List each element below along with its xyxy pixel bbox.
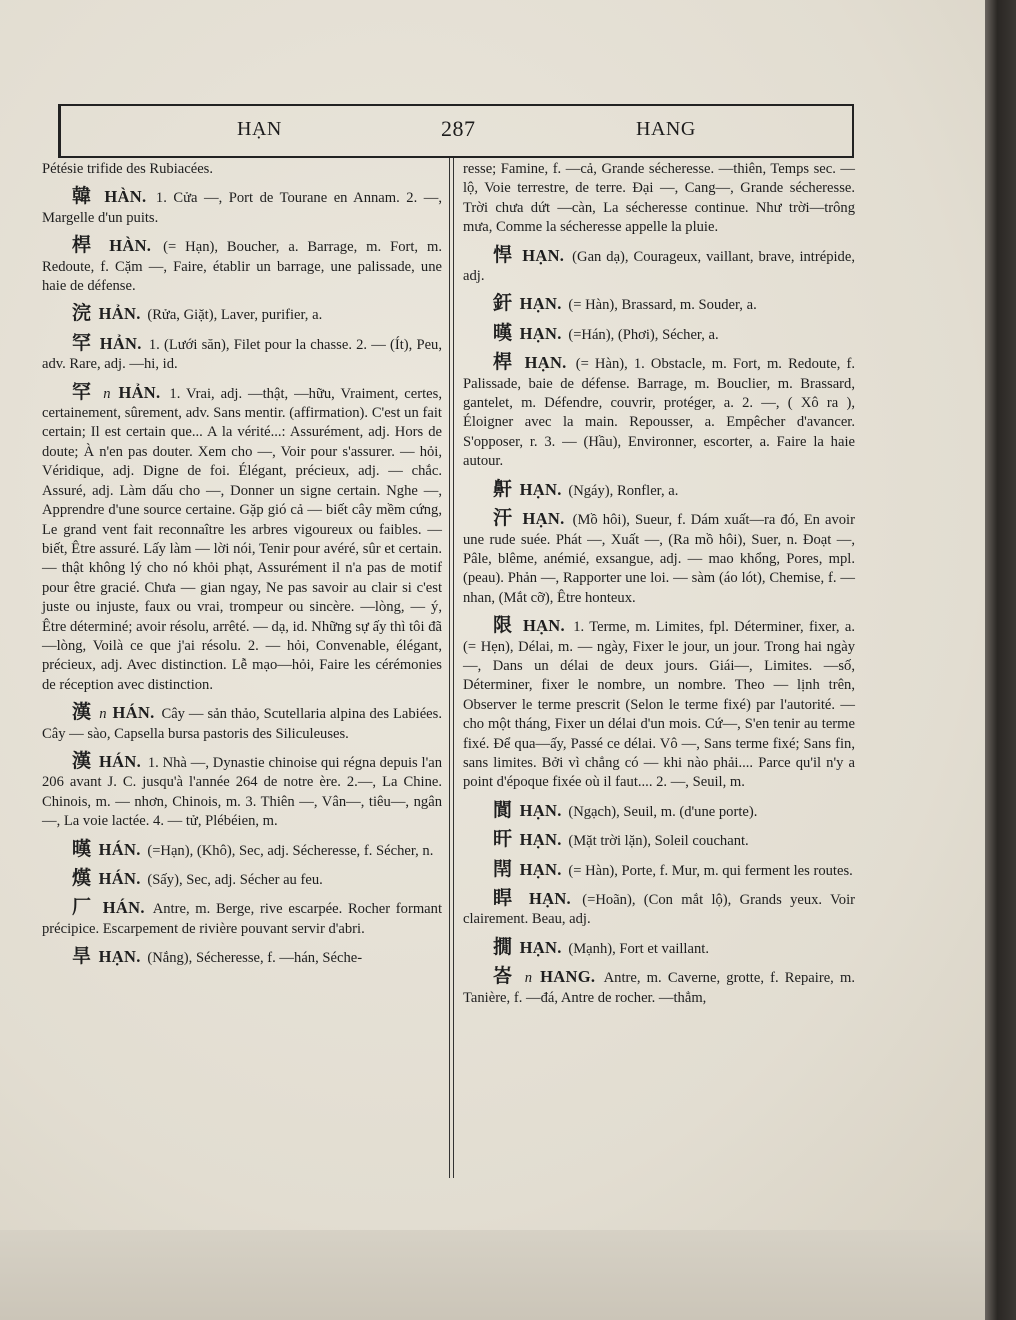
headword: HÁN. [98,839,141,859]
dictionary-entry [463,509,855,608]
dictionary-entry [42,749,442,832]
dictionary-entry [42,331,442,375]
dictionary-entry [463,830,855,851]
entry-definition: 1. Terme, m. Limites, fpl. Déterminer, fixer, a. (= Hẹn), Délai, m. — ngày, Fixer le jour, un jour. Trong hai ngày—, Dans un délai de deux jours. Giái—, Limites. —số, Déterminer, fixer le nombre, un nombre. Theo — lịnh trên, Observer le terme prescrit (Selon le terme fixé) par l'autorité. —cho một tháng, Fixer un délai d'un mois. Cứ—, S'en tenir au terme fixé. Để qua—ấy, Passé ce délai. Vô —, Sans terme fixé; Sans fin, sans limites. Bởi vì chẳng có — khi nào phải.... Parce qu'il n'y a point d'époque fixée où il faut.... 2. —, Seuil, m. [463,619,855,791]
dictionary-entry [42,837,442,861]
chinese-character: 罕 [72,380,94,403]
left-column [42,160,442,977]
headword: HẠN. [519,479,562,499]
headword: HÀN. [104,187,147,207]
chinese-character: 限 [493,614,514,637]
page-number: 287 [441,116,476,141]
headword: HẠN. [522,245,565,265]
chinese-character: 浣 [72,302,92,325]
headword: HÁN. [102,898,145,918]
entry-definition: (=Hoãn), (Con mắt lộ), Grands yeux. Voir clairement. Beau, adj. [463,892,855,928]
entry-definition: (Mặt trời lặn), Soleil couchant. [568,833,749,850]
entry-definition: (Mạnh), Fort et vaillant. [568,940,709,957]
dictionary-entry [42,869,442,890]
dictionary-entry [463,477,855,501]
entry-definition: Cây — sản thảo, Scutellaria alpina des Labiées. Cây — sào, Capsella bursa pastoris des Siliculeuses. [42,706,442,742]
dictionary-entry [42,236,442,296]
headword: HANG. [540,967,596,987]
dictionary-entry [463,353,855,471]
headword: HẠN. [528,889,571,908]
entry-definition: (Gan dạ), Courageux, vaillant, brave, intrépide, adj. [463,248,855,285]
entry-definition: 1. (Lưới săn), Filet pour la chasse. 2. — (Ít), Peu, adv. Rare, adj. —hi, id. [42,336,442,373]
entry-definition: (Mồ hôi), Sueur, f. Dám xuất—ra đó, En avoir une rude suée. Phát —, Xuất —, (Ra mồ hôi), Suer, n. Đoạt —, Pâle, blême, anémié, exsangue, adj. — mao khổng, Pores, mpl. (peau). Phản —, Rapporter une loi. — sàm (áo lót), Chemise, f. —nhan, (Mắt cỡ), Être honteux. [463,512,855,606]
headword: HẢN. [118,382,161,402]
chinese-character: 桿 [493,351,515,374]
running-header [58,104,854,158]
chinese-character: 熯 [72,867,92,889]
headword: HÁN. [98,869,141,888]
dictionary-entry [463,967,855,1008]
headword: HẠN. [522,616,565,636]
dictionary-entry [42,187,442,228]
headword: HẠN. [524,353,567,373]
column-divider [449,158,454,1178]
headword: HẢN. [98,304,141,324]
dictionary-entry [463,321,855,345]
chinese-character: 撊 [493,935,513,958]
chinese-character: 厂 [72,896,94,919]
dictionary-entry [463,935,855,959]
headword: HÁN. [99,751,141,771]
chinese-character: 閈 [493,857,513,880]
entry-definition: 1. Cửa —, Port de Tourane en Annam. 2. —, Margelle d'un puits. [42,190,442,226]
entry-definition: (Ngạch), Seuil, m. (d'une porte). [568,803,758,820]
entry-definition: (Rửa, Giặt), Laver, purifier, a. [147,307,323,324]
chinese-character: 桿 [72,234,97,257]
dictionary-entry [463,889,855,930]
dictionary-entry [463,616,855,793]
dictionary-entry [463,243,855,287]
entry-definition: Antre, m. Berge, rive escarpée. Rocher formant précipice. Escarpement de rivière pouvant servir d'abri. [42,901,443,937]
headword: HẠN. [519,937,562,957]
entry-marker: n [524,970,532,987]
entry-definition: (= Hàn), Porte, f. Mur, m. qui ferment les routes. [568,862,853,879]
entry-definition: (Ngáy), Ronfler, a. [568,482,679,499]
dictionary-entry [42,898,442,939]
entry-marker: n [99,706,107,723]
chinese-character: 漢 [72,701,92,724]
chinese-character: 睅 [493,887,517,909]
entry-definition: (Nắng), Sécheresse, f. —hán, Séche- [147,950,363,967]
chinese-character: 暵 [72,837,92,860]
headword: HẠN. [522,509,565,529]
dictionary-entry [463,798,855,822]
headword: HÀN. [109,236,152,256]
chinese-character: 閬 [493,798,513,821]
entry-definition: (= Hàn), Brassard, m. Souder, a. [568,297,757,314]
entry-marker: n [103,385,111,402]
dictionary-entry [463,857,855,881]
page-bottom-margin [0,1230,985,1320]
headword: HẠN. [519,800,562,820]
headword: HẠN. [519,830,562,850]
entry-definition: (= Hạn), Boucher, a. Barrage, m. Fort, m. Redoute, f. Cặm —, Faire, établir un barrage, une palissade, une haie de défense. [42,239,442,295]
chinese-character: 漢 [72,749,92,772]
chinese-character: 暵 [493,321,513,344]
chinese-character: 汗 [493,507,514,530]
chinese-character: 釬 [493,292,513,315]
entry-definition: 1. Vrai, adj. —thật, —hữu, Vraiment, certes, certainement, sûrement, adv. Sans mentir. (affirmation). C'est un fait certain; Il est certain que... A la vérité...: Assurément, adj. Hors de doute; À n'en pas douter. Xem cho —, Voir pour s'assurer. — hỏi, Véridique, adj. Digne de foi. Élégant, précieux, adj. — chắc. Assuré, adj. Làm dấu cho —, Donner un signe certain. Nghe —, Apprendre d'une source certaine. Gặp gió cả — biết cây mềm cứng, Le grand vent fait reconnaître les arbres vigoureux ou faibles. — biết, Être assuré. Lấy làm — lời nói, Tenir pour avéré, sûr et certain. — thật không lý cho nó khỏi phạt, Assurément il n'a pas de motif pour être gracié. Chưa — gian ngay, Ne pas savoir au clair si c'est juste ou injuste, faux ou vrai, trompeur ou sincère. —lòng, — ý, Être déterminé; avoir résolu, arrêté. — dạ, id. Những sự ấy thì tôi đã —lòng, Voilà ce que j'ai résolu. 2. — hỏi, Convenable, élégant, précieux, adj. Avec distinction. Lễ mạo—hỏi, Faire les cérémonies de réception avec distinction. [42,385,442,693]
chinese-character: 旰 [493,828,513,851]
headword: HẠN. [98,947,141,967]
entry-definition: (Sấy), Sec, adj. Sécher au feu. [147,872,323,888]
chinese-character: 韓 [72,185,94,208]
dictionary-entry [42,380,442,696]
headword: HẠN. [519,859,562,879]
headword: HẢN. [99,333,142,353]
entry-definition: (=Hán), (Phơi), Sécher, a. [568,326,719,343]
headword: HÁN. [112,703,155,723]
dictionary-entry [42,160,442,179]
right-guide-word: HANG [636,118,696,140]
dictionary-entry [42,703,442,744]
entry-definition: (=Hạn), (Khô), Sec, adj. Sécheresse, f. Sécher, n. [147,842,434,859]
entry-definition: 1. Nhà —, Dynastie chinoise qui régna depuis l'an 206 avant J. C. jusqu'à l'année 264 de notre ère. 2.—, La Chine. Chinois, m. — nhơn, Chinois, m. 3. Thiên —, Vân—, tiêu—, ngân—, La voie lactée. 4. — tử, Plébéien, m. [42,754,442,830]
entry-definition: (= Hàn), 1. Obstacle, m. Fort, m. Redoute, f. Palissade, baie de défense. Barrage, m. Bouclier, m. Brassard, gantelet, m. Défendre, couvrir, protéger, a. 2. —, ( Xô ra ), Éloigner avec la main. Repousser, a. Empêcher d'avancer. S'opposer, r. 3. — (Hầu), Environner, escorter, a. Faire la haie autour. [463,356,855,470]
entry-definition: resse; Famine, f. —cả, Grande sécheresse. —thiên, Temps sec. — lộ, Voie terrestre, de terre. Đại —, Cang—, Grande sécheresse. Trời chưa dứt —càn, La sécheresse continue. Như trời—trông mưa, Comme la sécheresse appelle la pluie. [463,161,855,236]
dictionary-entry [463,294,855,315]
headword: HẠN. [519,323,562,343]
dictionary-entry [42,947,442,968]
book-edge [985,0,1016,1320]
dictionary-entry [463,160,855,238]
right-column [463,160,855,1016]
left-guide-word: HẠN [237,118,282,140]
chinese-character: 罕 [72,331,92,354]
chinese-character: 旱 [72,945,92,968]
dictionary-entry [42,304,442,325]
headword: HẠN. [519,294,562,314]
entry-definition: Antre, m. Caverne, grotte, f. Repaire, m. Tanière, f. —đá, Antre de rocher. —thẳm, [463,970,855,1006]
entry-definition: Pétésie trifide des Rubiacées. [42,161,214,177]
chinese-character: 峇 [493,965,515,988]
chinese-character: 鼾 [493,477,513,500]
chinese-character: 悍 [493,243,514,266]
